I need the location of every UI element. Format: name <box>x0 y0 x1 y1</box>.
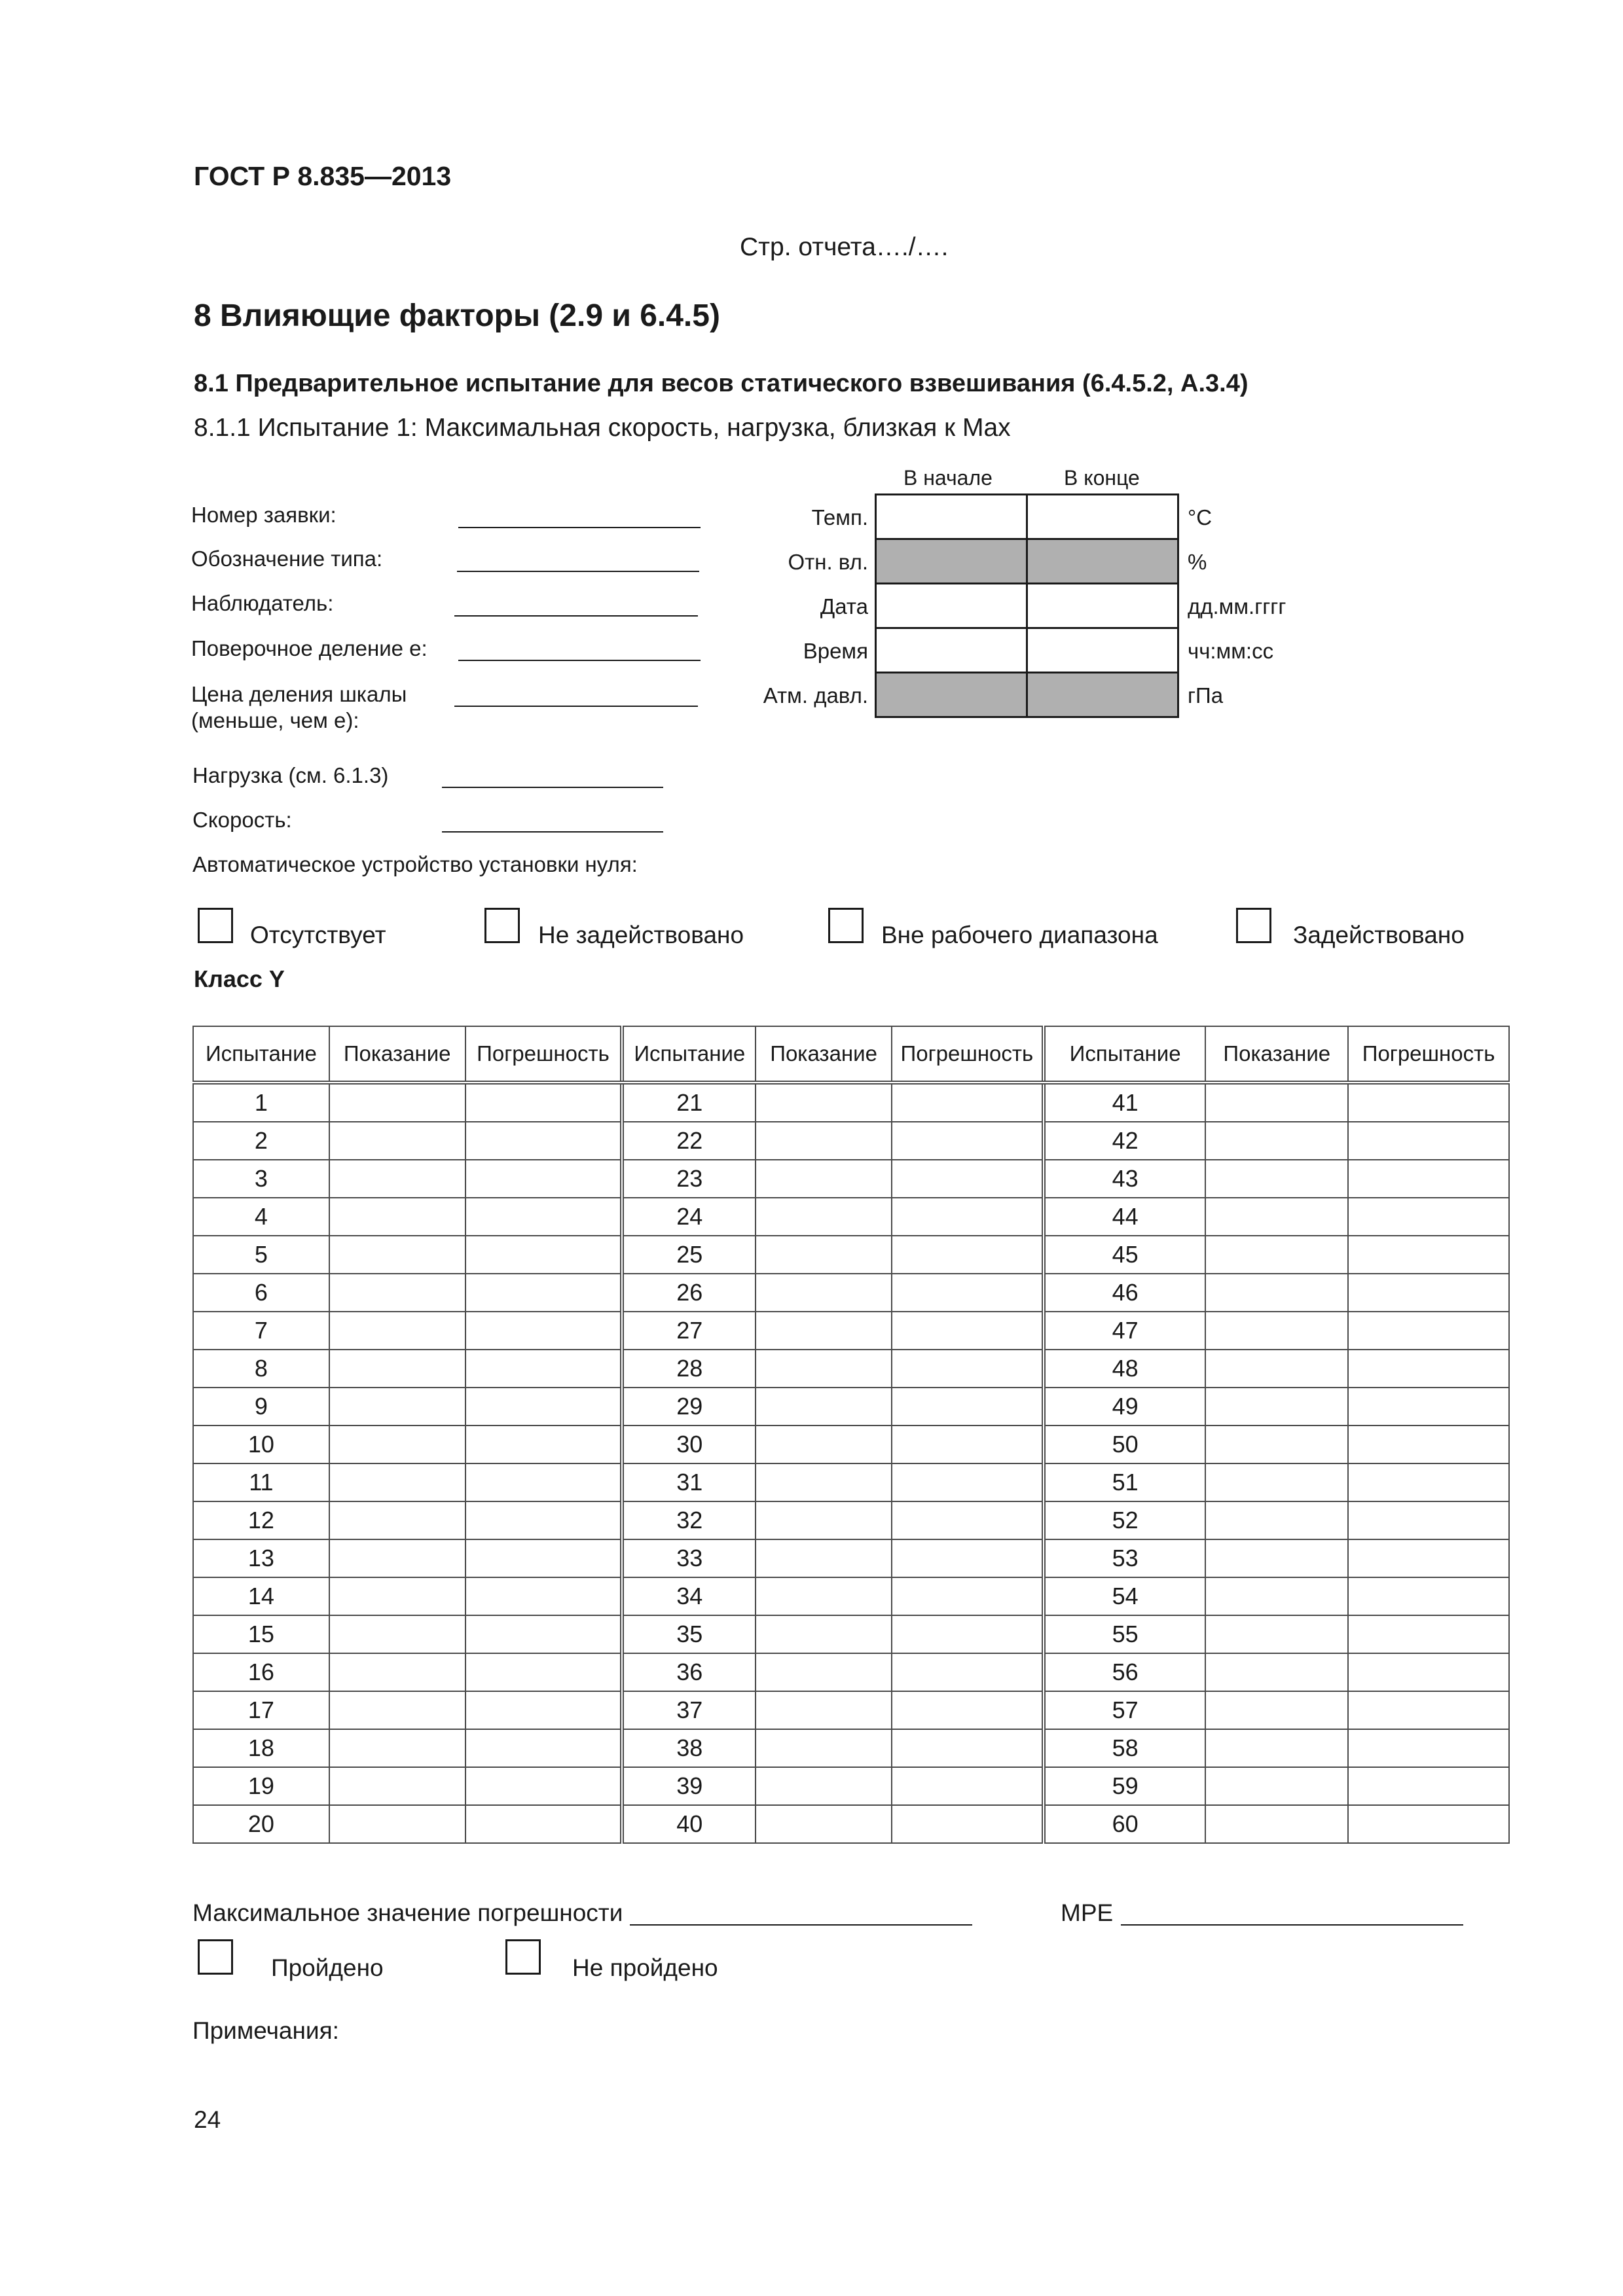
error-cell[interactable] <box>892 1350 1044 1388</box>
table-row <box>193 1805 1509 1843</box>
test-number-cell: 50 <box>1044 1426 1206 1463</box>
checkbox-out-of-range-label: Вне рабочего диапазона <box>881 922 1158 948</box>
pressure-end-cell[interactable] <box>1026 672 1179 718</box>
test-number-cell: 25 <box>622 1236 756 1274</box>
reading-cell[interactable] <box>1205 1691 1348 1729</box>
scale-interval-field[interactable] <box>454 706 698 707</box>
error-cell[interactable] <box>465 1729 623 1767</box>
error-cell[interactable] <box>465 1653 623 1691</box>
reading-cell[interactable] <box>756 1501 892 1539</box>
table-row <box>193 1539 1509 1577</box>
test-number-cell: 13 <box>193 1539 329 1577</box>
reading-cell[interactable] <box>329 1274 465 1312</box>
test-number-cell: 18 <box>193 1729 329 1767</box>
reading-cell[interactable] <box>329 1426 465 1463</box>
table-header-row <box>193 1026 1509 1083</box>
notes-label: Примечания: <box>192 2017 339 2044</box>
test-number-cell: 40 <box>622 1805 756 1843</box>
error-cell[interactable] <box>1348 1691 1509 1729</box>
test-number-cell: 23 <box>622 1160 756 1198</box>
error-cell[interactable] <box>465 1805 623 1843</box>
error-cell[interactable] <box>465 1577 623 1615</box>
error-cell[interactable] <box>465 1274 623 1312</box>
error-cell[interactable] <box>1348 1539 1509 1577</box>
error-cell[interactable] <box>892 1539 1044 1577</box>
speed-field[interactable] <box>442 831 663 833</box>
test-number-cell: 56 <box>1044 1653 1206 1691</box>
reading-cell[interactable] <box>1205 1350 1348 1388</box>
column-header: Погрешность <box>892 1026 1044 1083</box>
reading-cell[interactable] <box>756 1083 892 1122</box>
date-start-cell[interactable] <box>875 583 1028 629</box>
error-cell[interactable] <box>465 1539 623 1577</box>
test-number-cell: 17 <box>193 1691 329 1729</box>
reading-cell[interactable] <box>756 1160 892 1198</box>
error-cell[interactable] <box>465 1615 623 1653</box>
test-number-cell: 31 <box>622 1463 756 1501</box>
reading-cell[interactable] <box>329 1388 465 1426</box>
reading-cell[interactable] <box>329 1729 465 1767</box>
reading-cell[interactable] <box>1205 1539 1348 1577</box>
section-title: 8 Влияющие факторы (2.9 и 6.4.5) <box>194 298 720 333</box>
reading-cell[interactable] <box>756 1388 892 1426</box>
error-cell[interactable] <box>892 1805 1044 1843</box>
reading-cell[interactable] <box>329 1691 465 1729</box>
error-cell[interactable] <box>465 1198 623 1236</box>
reading-cell[interactable] <box>756 1463 892 1501</box>
zero-device-label: Автоматическое устройство установки нуля: <box>192 852 638 876</box>
test-number-cell: 37 <box>622 1691 756 1729</box>
error-cell[interactable] <box>892 1388 1044 1426</box>
checkbox-passed-label: Пройдено <box>271 1954 384 1981</box>
column-header: Испытание <box>622 1026 756 1083</box>
pressure-unit: гПа <box>1188 683 1224 708</box>
pressure-start-cell[interactable] <box>875 672 1028 718</box>
load-label: Нагрузка (см. 6.1.3) <box>192 763 389 787</box>
table-row <box>193 1615 1509 1653</box>
reading-cell[interactable] <box>756 1122 892 1160</box>
reading-cell[interactable] <box>756 1350 892 1388</box>
error-cell[interactable] <box>1348 1312 1509 1350</box>
reading-cell[interactable] <box>1205 1615 1348 1653</box>
column-header: Погрешность <box>465 1026 623 1083</box>
column-header: Испытание <box>1044 1026 1206 1083</box>
reading-cell[interactable] <box>1205 1388 1348 1426</box>
report-page-reference: Стр. отчета…./…. <box>740 233 949 261</box>
table-row <box>193 1236 1509 1274</box>
test-number-cell: 20 <box>193 1805 329 1843</box>
error-cell[interactable] <box>892 1122 1044 1160</box>
load-field[interactable] <box>442 787 663 788</box>
table-row <box>193 1198 1509 1236</box>
error-cell[interactable] <box>892 1615 1044 1653</box>
reading-cell[interactable] <box>329 1236 465 1274</box>
table-row <box>193 1653 1509 1691</box>
reading-cell[interactable] <box>1205 1198 1348 1236</box>
column-header: Погрешность <box>1348 1026 1509 1083</box>
checkbox-absent-label: Отсутствует <box>250 922 386 948</box>
accuracy-class-label: Класс Y <box>194 965 285 992</box>
reading-cell[interactable] <box>329 1767 465 1805</box>
error-cell[interactable] <box>465 1767 623 1805</box>
scale-interval-label: Цена деления шкалы <box>191 682 407 706</box>
test-number-cell: 9 <box>193 1388 329 1426</box>
test-number-cell: 36 <box>622 1653 756 1691</box>
test-number-cell: 44 <box>1044 1198 1206 1236</box>
test-number-cell: 34 <box>622 1577 756 1615</box>
mpe-label: MPE <box>1061 1899 1114 1926</box>
temperature-unit: °С <box>1188 505 1213 529</box>
test-number-cell: 38 <box>622 1729 756 1767</box>
checkbox-failed[interactable] <box>505 1939 541 1975</box>
page-number: 24 <box>194 2106 221 2133</box>
test-number-cell: 54 <box>1044 1577 1206 1615</box>
error-cell[interactable] <box>1348 1350 1509 1388</box>
table-row <box>193 1729 1509 1767</box>
error-cell[interactable] <box>465 1312 623 1350</box>
table-row <box>193 1577 1509 1615</box>
test-number-cell: 29 <box>622 1388 756 1426</box>
error-cell[interactable] <box>892 1312 1044 1350</box>
application-number-field[interactable] <box>458 527 701 528</box>
test-number-cell: 5 <box>193 1236 329 1274</box>
reading-cell[interactable] <box>756 1767 892 1805</box>
temperature-label: Темп. <box>811 505 868 529</box>
reading-cell[interactable] <box>756 1691 892 1729</box>
type-designation-label: Обозначение типа: <box>191 547 383 571</box>
error-cell[interactable] <box>1348 1463 1509 1501</box>
reading-cell[interactable] <box>329 1083 465 1122</box>
test-number-cell: 60 <box>1044 1805 1206 1843</box>
subsubsection-title: 8.1.1 Испытание 1: Максимальная скорость, нагрузка, близкая к Max <box>194 414 1011 442</box>
humidity-end-cell[interactable] <box>1026 538 1179 584</box>
test-number-cell: 26 <box>622 1274 756 1312</box>
error-cell[interactable] <box>465 1691 623 1729</box>
type-designation-field[interactable] <box>457 571 699 572</box>
time-label: Время <box>803 639 868 663</box>
error-cell[interactable] <box>1348 1426 1509 1463</box>
reading-cell[interactable] <box>756 1274 892 1312</box>
test-number-cell: 57 <box>1044 1691 1206 1729</box>
reading-cell[interactable] <box>1205 1236 1348 1274</box>
speed-label: Скорость: <box>192 808 292 832</box>
reading-cell[interactable] <box>756 1236 892 1274</box>
test-number-cell: 58 <box>1044 1729 1206 1767</box>
checkbox-out-of-range[interactable] <box>828 908 864 943</box>
temperature-start-cell[interactable] <box>875 493 1028 540</box>
test-number-cell: 8 <box>193 1350 329 1388</box>
test-number-cell: 45 <box>1044 1236 1206 1274</box>
test-number-cell: 55 <box>1044 1615 1206 1653</box>
subsection-title: 8.1 Предварительное испытание для весов статического взвешивания (6.4.5.2, А.3.4) <box>194 370 1249 397</box>
reading-cell[interactable] <box>1205 1767 1348 1805</box>
test-number-cell: 2 <box>193 1122 329 1160</box>
scale-interval-label-line2: (меньше, чем e): <box>191 708 359 732</box>
test-number-cell: 43 <box>1044 1160 1206 1198</box>
reading-cell[interactable] <box>756 1426 892 1463</box>
reading-cell[interactable] <box>756 1615 892 1653</box>
error-cell[interactable] <box>465 1350 623 1388</box>
table-row <box>193 1691 1509 1729</box>
date-label: Дата <box>820 594 868 619</box>
reading-cell[interactable] <box>329 1160 465 1198</box>
column-header: Показание <box>1205 1026 1348 1083</box>
reading-cell[interactable] <box>329 1539 465 1577</box>
test-number-cell: 51 <box>1044 1463 1206 1501</box>
error-cell[interactable] <box>1348 1767 1509 1805</box>
test-number-cell: 1 <box>193 1083 329 1122</box>
error-cell[interactable] <box>1348 1388 1509 1426</box>
error-cell[interactable] <box>892 1501 1044 1539</box>
test-number-cell: 53 <box>1044 1539 1206 1577</box>
time-start-cell[interactable] <box>875 627 1028 673</box>
date-unit: дд.мм.гггг <box>1188 594 1286 619</box>
test-number-cell: 35 <box>622 1615 756 1653</box>
column-header: Испытание <box>193 1026 329 1083</box>
humidity-unit: % <box>1188 550 1207 574</box>
reading-cell[interactable] <box>329 1350 465 1388</box>
error-cell[interactable] <box>892 1463 1044 1501</box>
reading-cell[interactable] <box>1205 1083 1348 1122</box>
reading-cell[interactable] <box>329 1198 465 1236</box>
error-cell[interactable] <box>465 1122 623 1160</box>
table-row <box>193 1122 1509 1160</box>
reading-cell[interactable] <box>756 1577 892 1615</box>
reading-cell[interactable] <box>756 1653 892 1691</box>
reading-cell[interactable] <box>1205 1501 1348 1539</box>
test-number-cell: 47 <box>1044 1312 1206 1350</box>
test-number-cell: 46 <box>1044 1274 1206 1312</box>
test-number-cell: 4 <box>193 1198 329 1236</box>
error-cell[interactable] <box>892 1426 1044 1463</box>
conditions-end-header: В конце <box>1064 466 1140 490</box>
reading-cell[interactable] <box>329 1122 465 1160</box>
test-number-cell: 12 <box>193 1501 329 1539</box>
error-cell[interactable] <box>465 1388 623 1426</box>
test-number-cell: 14 <box>193 1577 329 1615</box>
reading-cell[interactable] <box>1205 1160 1348 1198</box>
reading-cell[interactable] <box>329 1653 465 1691</box>
reading-cell[interactable] <box>1205 1274 1348 1312</box>
error-cell[interactable] <box>892 1691 1044 1729</box>
error-cell[interactable] <box>1348 1615 1509 1653</box>
checkbox-not-engaged-label: Не задействовано <box>538 922 744 948</box>
temperature-end-cell[interactable] <box>1026 493 1179 540</box>
pressure-label: Атм. давл. <box>763 683 868 708</box>
table-row <box>193 1388 1509 1426</box>
table-row <box>193 1350 1509 1388</box>
table-row <box>193 1501 1509 1539</box>
test-number-cell: 3 <box>193 1160 329 1198</box>
table-row <box>193 1312 1509 1350</box>
verification-interval-label: Поверочное деление e: <box>191 636 428 660</box>
test-number-cell: 52 <box>1044 1501 1206 1539</box>
checkbox-failed-label: Не пройдено <box>572 1954 718 1981</box>
reading-cell[interactable] <box>1205 1122 1348 1160</box>
reading-cell[interactable] <box>1205 1805 1348 1843</box>
error-cell[interactable] <box>892 1236 1044 1274</box>
reading-cell[interactable] <box>329 1577 465 1615</box>
error-cell[interactable] <box>1348 1083 1509 1122</box>
test-number-cell: 27 <box>622 1312 756 1350</box>
test-number-cell: 39 <box>622 1767 756 1805</box>
table-row <box>193 1767 1509 1805</box>
reading-cell[interactable] <box>756 1805 892 1843</box>
time-unit: чч:мм:сс <box>1188 639 1274 663</box>
test-number-cell: 19 <box>193 1767 329 1805</box>
table-row <box>193 1274 1509 1312</box>
error-cell[interactable] <box>892 1729 1044 1767</box>
conditions-start-header: В начале <box>903 466 993 490</box>
date-end-cell[interactable] <box>1026 583 1179 629</box>
humidity-start-cell[interactable] <box>875 538 1028 584</box>
test-number-cell: 30 <box>622 1426 756 1463</box>
error-cell[interactable] <box>465 1083 623 1122</box>
reading-cell[interactable] <box>1205 1653 1348 1691</box>
reading-cell[interactable] <box>329 1501 465 1539</box>
reading-cell[interactable] <box>1205 1577 1348 1615</box>
test-number-cell: 49 <box>1044 1388 1206 1426</box>
error-cell[interactable] <box>892 1767 1044 1805</box>
humidity-label: Отн. вл. <box>788 550 868 574</box>
mpe-field[interactable] <box>1121 1924 1463 1926</box>
test-number-cell: 11 <box>193 1463 329 1501</box>
error-cell[interactable] <box>465 1501 623 1539</box>
test-number-cell: 41 <box>1044 1083 1206 1122</box>
observer-field[interactable] <box>454 615 698 617</box>
time-end-cell[interactable] <box>1026 627 1179 673</box>
verification-interval-field[interactable] <box>458 660 701 661</box>
error-cell[interactable] <box>1348 1122 1509 1160</box>
checkbox-engaged[interactable] <box>1236 908 1271 943</box>
test-number-cell: 22 <box>622 1122 756 1160</box>
error-cell[interactable] <box>465 1463 623 1501</box>
test-number-cell: 42 <box>1044 1122 1206 1160</box>
test-number-cell: 32 <box>622 1501 756 1539</box>
test-number-cell: 21 <box>622 1083 756 1122</box>
reading-cell[interactable] <box>1205 1463 1348 1501</box>
error-cell[interactable] <box>892 1653 1044 1691</box>
error-cell[interactable] <box>1348 1274 1509 1312</box>
table-row <box>193 1083 1509 1122</box>
reading-cell[interactable] <box>1205 1426 1348 1463</box>
test-number-cell: 33 <box>622 1539 756 1577</box>
error-cell[interactable] <box>892 1198 1044 1236</box>
error-cell[interactable] <box>1348 1805 1509 1843</box>
reading-cell[interactable] <box>756 1539 892 1577</box>
observer-label: Наблюдатель: <box>191 591 334 615</box>
test-number-cell: 24 <box>622 1198 756 1236</box>
reading-cell[interactable] <box>756 1198 892 1236</box>
column-header: Показание <box>756 1026 892 1083</box>
reading-cell[interactable] <box>329 1312 465 1350</box>
test-number-cell: 16 <box>193 1653 329 1691</box>
error-cell[interactable] <box>892 1160 1044 1198</box>
error-cell[interactable] <box>892 1577 1044 1615</box>
error-cell[interactable] <box>1348 1653 1509 1691</box>
reading-cell[interactable] <box>329 1805 465 1843</box>
error-cell[interactable] <box>1348 1236 1509 1274</box>
column-header: Показание <box>329 1026 465 1083</box>
error-cell[interactable] <box>892 1274 1044 1312</box>
checkbox-not-engaged[interactable] <box>484 908 520 943</box>
test-number-cell: 15 <box>193 1615 329 1653</box>
document-code: ГОСТ Р 8.835—2013 <box>194 161 452 191</box>
error-cell[interactable] <box>1348 1501 1509 1539</box>
error-cell[interactable] <box>1348 1577 1509 1615</box>
checkbox-passed[interactable] <box>198 1939 233 1975</box>
reading-cell[interactable] <box>1205 1729 1348 1767</box>
application-number-label: Номер заявки: <box>191 503 337 527</box>
max-error-label: Максимальное значение погрешности <box>192 1899 623 1926</box>
error-cell[interactable] <box>465 1426 623 1463</box>
error-cell[interactable] <box>465 1236 623 1274</box>
results-table <box>192 1026 1510 1844</box>
reading-cell[interactable] <box>756 1312 892 1350</box>
test-number-cell: 59 <box>1044 1767 1206 1805</box>
reading-cell[interactable] <box>756 1729 892 1767</box>
checkbox-engaged-label: Задействовано <box>1293 922 1465 948</box>
test-number-cell: 28 <box>622 1350 756 1388</box>
max-error-field[interactable] <box>630 1924 972 1926</box>
test-number-cell: 48 <box>1044 1350 1206 1388</box>
error-cell[interactable] <box>1348 1198 1509 1236</box>
table-row <box>193 1426 1509 1463</box>
test-number-cell: 6 <box>193 1274 329 1312</box>
reading-cell[interactable] <box>1205 1312 1348 1350</box>
error-cell[interactable] <box>892 1083 1044 1122</box>
test-number-cell: 7 <box>193 1312 329 1350</box>
reading-cell[interactable] <box>329 1463 465 1501</box>
reading-cell[interactable] <box>329 1615 465 1653</box>
error-cell[interactable] <box>465 1160 623 1198</box>
table-row <box>193 1160 1509 1198</box>
table-row <box>193 1463 1509 1501</box>
test-number-cell: 10 <box>193 1426 329 1463</box>
error-cell[interactable] <box>1348 1160 1509 1198</box>
error-cell[interactable] <box>1348 1729 1509 1767</box>
checkbox-absent[interactable] <box>198 908 233 943</box>
